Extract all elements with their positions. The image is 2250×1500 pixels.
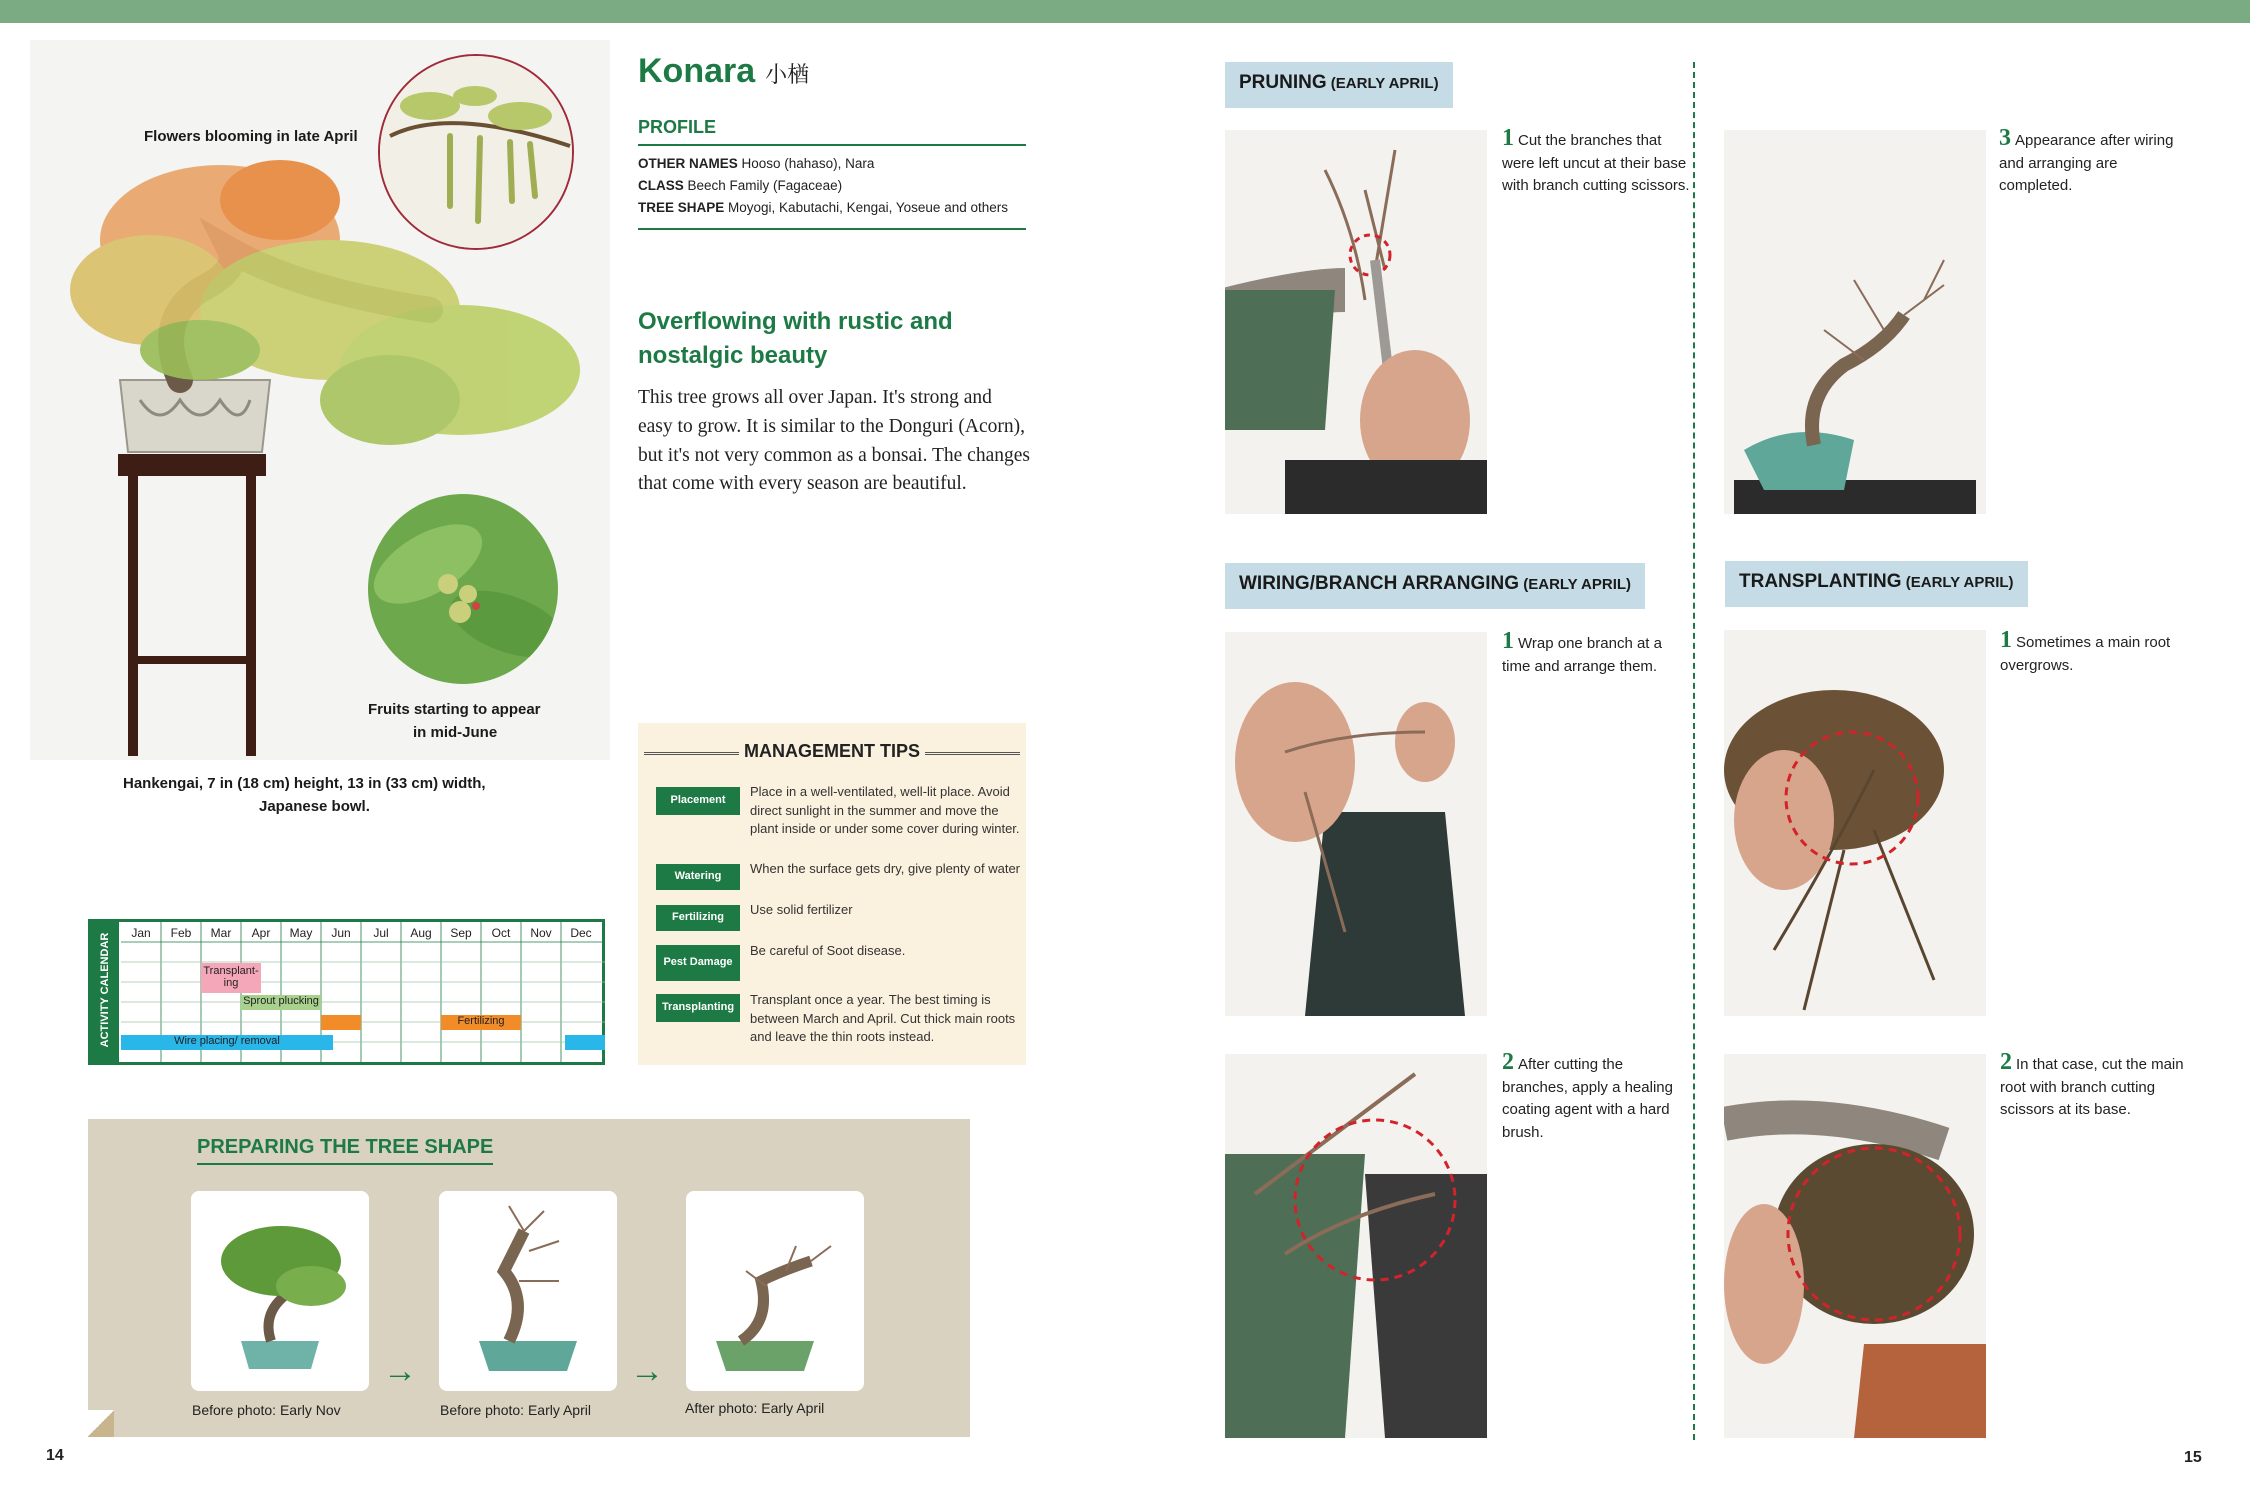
prep-panel	[88, 1119, 970, 1437]
prep-heading: PREPARING THE TREE SHAPE	[197, 1136, 493, 1165]
prep-caption-1: Before photo: Early Nov	[192, 1402, 341, 1418]
page-number-right: 15	[2184, 1449, 2202, 1466]
wiring-step1-photo	[1225, 632, 1487, 1016]
month-aug: Aug	[410, 926, 432, 940]
calendar-grid	[121, 922, 605, 1062]
fruits-caption-line1: Fruits starting to appear	[368, 701, 541, 718]
tip-tag-pest-damage: Pest Damage	[656, 945, 740, 981]
profile-row-other-names: OTHER NAMES Hooso (hahaso), Nara	[638, 156, 875, 171]
tip-tag-fertilizing: Fertilizing	[656, 905, 740, 931]
fruits-caption-line2: in mid-June	[413, 724, 498, 741]
bar-fertilizing-autumn: Fertilizing	[441, 1015, 521, 1030]
bar-fertilizing-spring	[321, 1015, 361, 1030]
page-title	[638, 52, 809, 91]
prep-caption-3: After photo: Early April	[685, 1400, 825, 1416]
month-oct: Oct	[491, 926, 511, 940]
title-text: Konara	[638, 52, 756, 90]
fruits-circle-photo	[368, 494, 558, 684]
bar-transplanting: Transplant-ing	[201, 963, 261, 993]
prep-photo-before-april	[439, 1191, 617, 1391]
tip-text-pest-damage: Be careful of Soot disease.	[750, 943, 906, 958]
spec-caption-line1: Hankengai, 7 in (18 cm) height, 13 in (33 cm) width,	[123, 775, 486, 792]
spec-caption-line2: Japanese bowl.	[259, 798, 370, 815]
section-subheading: Overflowing with rustic and nostalgic beauty	[638, 308, 953, 369]
pruning-step-3: 3 Appearance after wiring and arranging are completed.	[1999, 125, 2174, 194]
tip-tag-watering: Watering	[656, 864, 740, 890]
pruning-step-2: 2 After cutting the branches, apply a healing coating agent with a hard brush.	[1502, 1049, 1673, 1141]
description-text: This tree grows all over Japan. It's strong and easy to grow. It is similar to the Donguri (Acorn), but it's not very common as a bonsai. The changes that come with every season are beautiful.	[638, 387, 1030, 495]
transplanting-step2-photo	[1724, 1054, 1986, 1438]
section-label-transplanting: TRANSPLANTING (EARLY APRIL)	[1725, 561, 2028, 607]
profile-row-tree-shape: TREE SHAPE Moyogi, Kabutachi, Kengai, Yoseue and others	[638, 200, 1008, 215]
tip-tag-transplanting: Transplanting	[656, 994, 740, 1022]
tip-text-watering: When the surface gets dry, give plenty of water	[750, 861, 1021, 876]
transplanting-step-1: 1 Sometimes a main root overgrows.	[2000, 627, 2171, 674]
pruning-step-1: 1 Cut the branches that were left uncut at their base with branch cutting scissors.	[1502, 125, 1690, 194]
prep-caption-2: Before photo: Early April	[440, 1402, 591, 1418]
transplanting-step-2: 2 In that case, cut the main root with branch cutting scissors at its base.	[2000, 1049, 2184, 1118]
month-mar: Mar	[210, 926, 232, 940]
flowers-caption: Flowers blooming in late April	[144, 128, 358, 145]
tip-text-fertilizing: Use solid fertilizer	[750, 902, 853, 917]
section-label-wiring: WIRING/BRANCH ARRANGING (EARLY APRIL)	[1225, 563, 1645, 609]
tip-tag-placement: Placement	[656, 787, 740, 815]
bar-sprout-plucking: Sprout plucking	[241, 995, 321, 1010]
wiring-step-1: 1 Wrap one branch at a time and arrange them.	[1502, 628, 1662, 675]
prep-photo-before-nov	[191, 1191, 369, 1391]
column-divider	[1693, 62, 1695, 1440]
prep-photo-after-april	[686, 1191, 864, 1391]
month-may: May	[289, 926, 313, 940]
arrow-icon: →	[630, 1352, 664, 1390]
flowers-circle-photo	[378, 54, 574, 250]
section-label-pruning: PRUNING (EARLY APRIL)	[1225, 62, 1453, 108]
calendar-side-label: ACTIVITY CALENDAR	[91, 922, 119, 1062]
page-number-left: 14	[46, 1447, 64, 1464]
profile-heading: PROFILE	[638, 117, 1026, 146]
pruning-step2-photo	[1225, 1054, 1487, 1438]
pruning-step3-photo	[1724, 130, 1986, 514]
management-tips-box	[638, 723, 1026, 1065]
profile-row-class: CLASS Beech Family (Fagaceae)	[638, 178, 843, 193]
bar-wire-placing: Wire placing/ removal	[121, 1035, 333, 1050]
month-dec: Dec	[570, 926, 592, 940]
tip-text-placement: Place in a well-ventilated, well-lit place. Avoid direct sunlight in the summer and move the plant inside or under some cover during winter.	[750, 784, 1020, 836]
activity-calendar	[88, 919, 605, 1065]
tips-heading: MANAGEMENT TIPS	[638, 741, 1026, 762]
page-fold-corner	[88, 1410, 114, 1437]
month-sep: Sep	[450, 926, 472, 940]
pruning-step1-photo	[1225, 130, 1487, 514]
profile-divider	[638, 228, 1026, 230]
title-kanji: 小楢	[765, 63, 810, 88]
month-jul: Jul	[373, 926, 389, 940]
month-jan: Jan	[131, 926, 151, 940]
bar-wire-december	[565, 1035, 605, 1050]
month-apr: Apr	[251, 926, 271, 940]
month-nov: Nov	[530, 926, 552, 940]
arrow-icon: →	[383, 1352, 417, 1390]
tip-text-transplanting: Transplant once a year. The best timing is between March and April. Cut thick main roots and leave the thin roots instead.	[750, 992, 1016, 1044]
month-feb: Feb	[170, 926, 192, 940]
transplanting-step1-photo	[1724, 630, 1986, 1016]
month-jun: Jun	[331, 926, 351, 940]
top-color-bar	[0, 0, 2250, 23]
